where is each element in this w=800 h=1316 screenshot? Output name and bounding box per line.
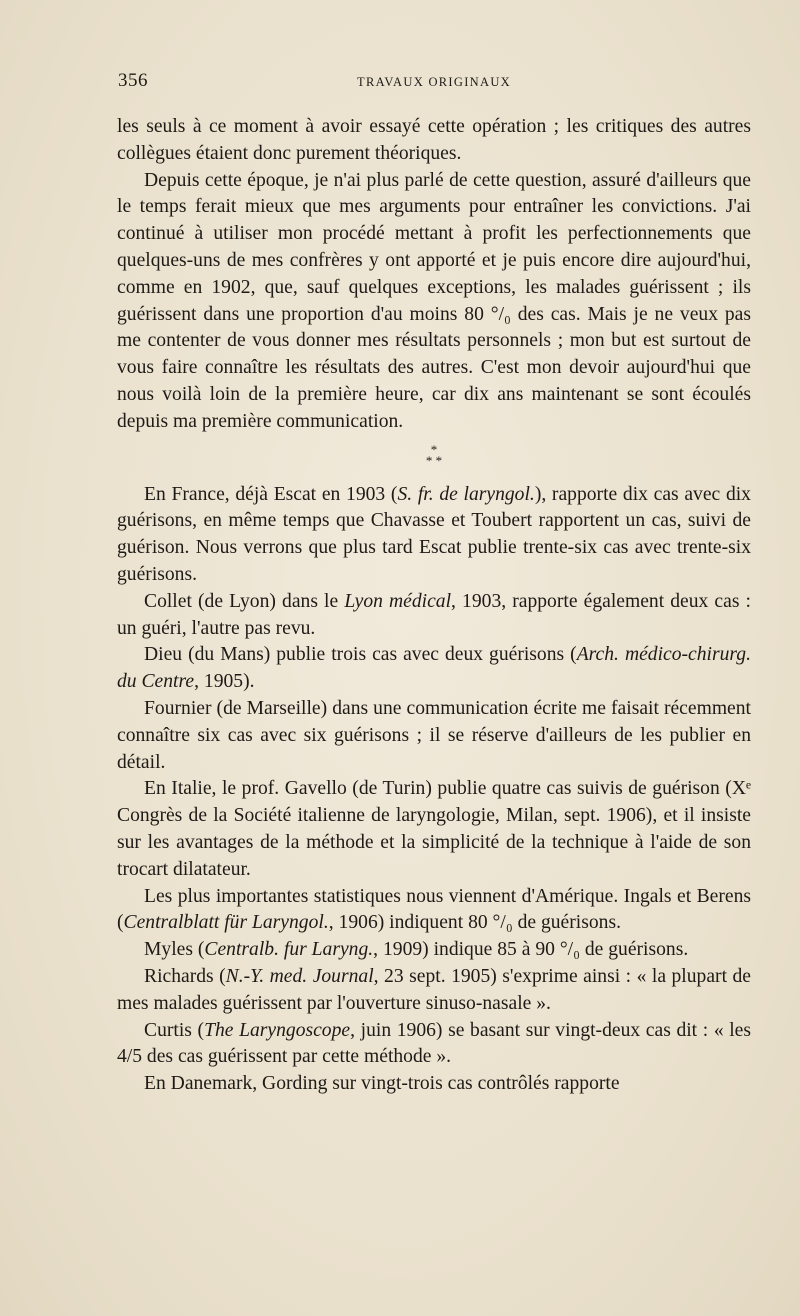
text-run: Myles ( (144, 939, 205, 961)
paragraph (117, 168, 751, 436)
page-header (118, 70, 750, 100)
paragraph (117, 1018, 751, 1072)
citation-title: Centralb. fur Laryng. (204, 939, 374, 961)
paragraph (117, 696, 751, 776)
text-run: En France, déjà Escat en 1903 ( (144, 483, 398, 505)
asterism-bottom: * * (425, 452, 443, 468)
asterism-top: * (430, 441, 438, 457)
paragraph (117, 482, 751, 589)
citation-title: The Laryngoscope (204, 1019, 351, 1041)
text-run: Curtis ( (144, 1019, 205, 1041)
citation-title: Centralblatt für Laryngol. (123, 912, 329, 934)
paragraph (117, 964, 751, 1018)
text-run: Richards ( (144, 965, 226, 987)
page-number: 356 (118, 70, 148, 91)
paragraph (117, 589, 751, 643)
body-text (117, 114, 751, 1098)
text-run: Fournier (de Marseille) dans une communication écrite me faisait récemment connaître six cas avec six guérisons ; il se réserve d'ailleurs de les publier en détail. (117, 697, 751, 773)
citation-title: S. fr. de laryngol. (397, 483, 535, 505)
text-run: En Italie, le prof. Gavello (de Turin) publie quatre cas suivis de guérison (Xᵉ Congrès de la Société italienne de laryngologie, Milan, sept. 1906), et il insiste sur les avantages de la méthode et la simplicité de la technique à l'aide de son trocart dilatateur. (117, 778, 751, 880)
text-run: Les plus importantes statistiques nous viennent d'Amérique. Ingals et Berens ( (117, 885, 751, 934)
text-run: ), rapporte dix cas avec dix guérisons, en même temps que Chavasse et Toubert rapportent un cas, suivi de guérison. Nous verrons que plus tard Escat publie trente-six cas avec trente-six guérisons. (117, 483, 751, 585)
text-run: , 1903, rapporte également deux cas : un guéri, l'autre pas revu. (117, 590, 751, 639)
text-run: , 1909) indique 85 à 90 °/₀ de guérisons. (373, 939, 689, 961)
text-run: , juin 1906) se basant sur vingt-deux cas dit : « les 4/5 des cas guérissent par cette méthode ». (117, 1019, 752, 1068)
text-run: , 1906) indiquent 80 °/₀ de guérisons. (328, 912, 621, 934)
text-run: Dieu (du Mans) publie trois cas avec deux guérisons ( (144, 644, 577, 666)
paragraph (117, 114, 751, 168)
text-run: , 1905). (194, 671, 255, 693)
section-asterism (117, 436, 751, 476)
text-run: Depuis cette époque, je n'ai plus parlé de cette question, assuré d'ailleurs que le temps ferait mieux que mes arguments pour entraîner les convictions. J'ai continué à utiliser mon procédé mettant à profit les perfectionnements que quelques-uns de mes confrères y ont apporté et je puis encore dire aujourd'hui, comme en 1902, que, sauf quelques exceptions, les malades guérissent ; ils guérissent dans une proportion d'au moins 80 °/₀ des cas. Mais je ne veux pas me contenter de vous donner mes résultats personnels ; mon but est surtout de vous faire connaître les résultats des autres. C'est mon devoir aujourd'hui que nous voilà loin de la première heure, car dix ans maintenant se sont écoulés depuis ma première communication. (117, 169, 751, 432)
text-run: En Danemark, Gording sur vingt-trois cas contrôlés rapporte (144, 1073, 620, 1095)
paragraph (117, 1071, 751, 1098)
text-run: les seuls à ce moment à avoir essayé cette opération ; les critiques des autres collègues étaient donc purement théoriques. (117, 116, 751, 164)
running-head: TRAVAUX ORIGINAUX (357, 75, 511, 89)
paragraph (117, 776, 751, 883)
citation-title: Lyon médical (344, 590, 452, 612)
text-run: , 23 sept. 1905) s'exprime ainsi : « la plupart de mes malades guérissent par l'ouverture sinuso-nasale ». (117, 965, 751, 1014)
citation-title: N.-Y. med. Journal (225, 965, 374, 987)
paragraph (117, 642, 751, 696)
paragraph (117, 937, 751, 964)
citation-title: Arch. médico-chirurg. du Centre (117, 644, 752, 693)
paragraph (117, 884, 751, 938)
text-run: Collet (de Lyon) dans le (144, 590, 345, 612)
